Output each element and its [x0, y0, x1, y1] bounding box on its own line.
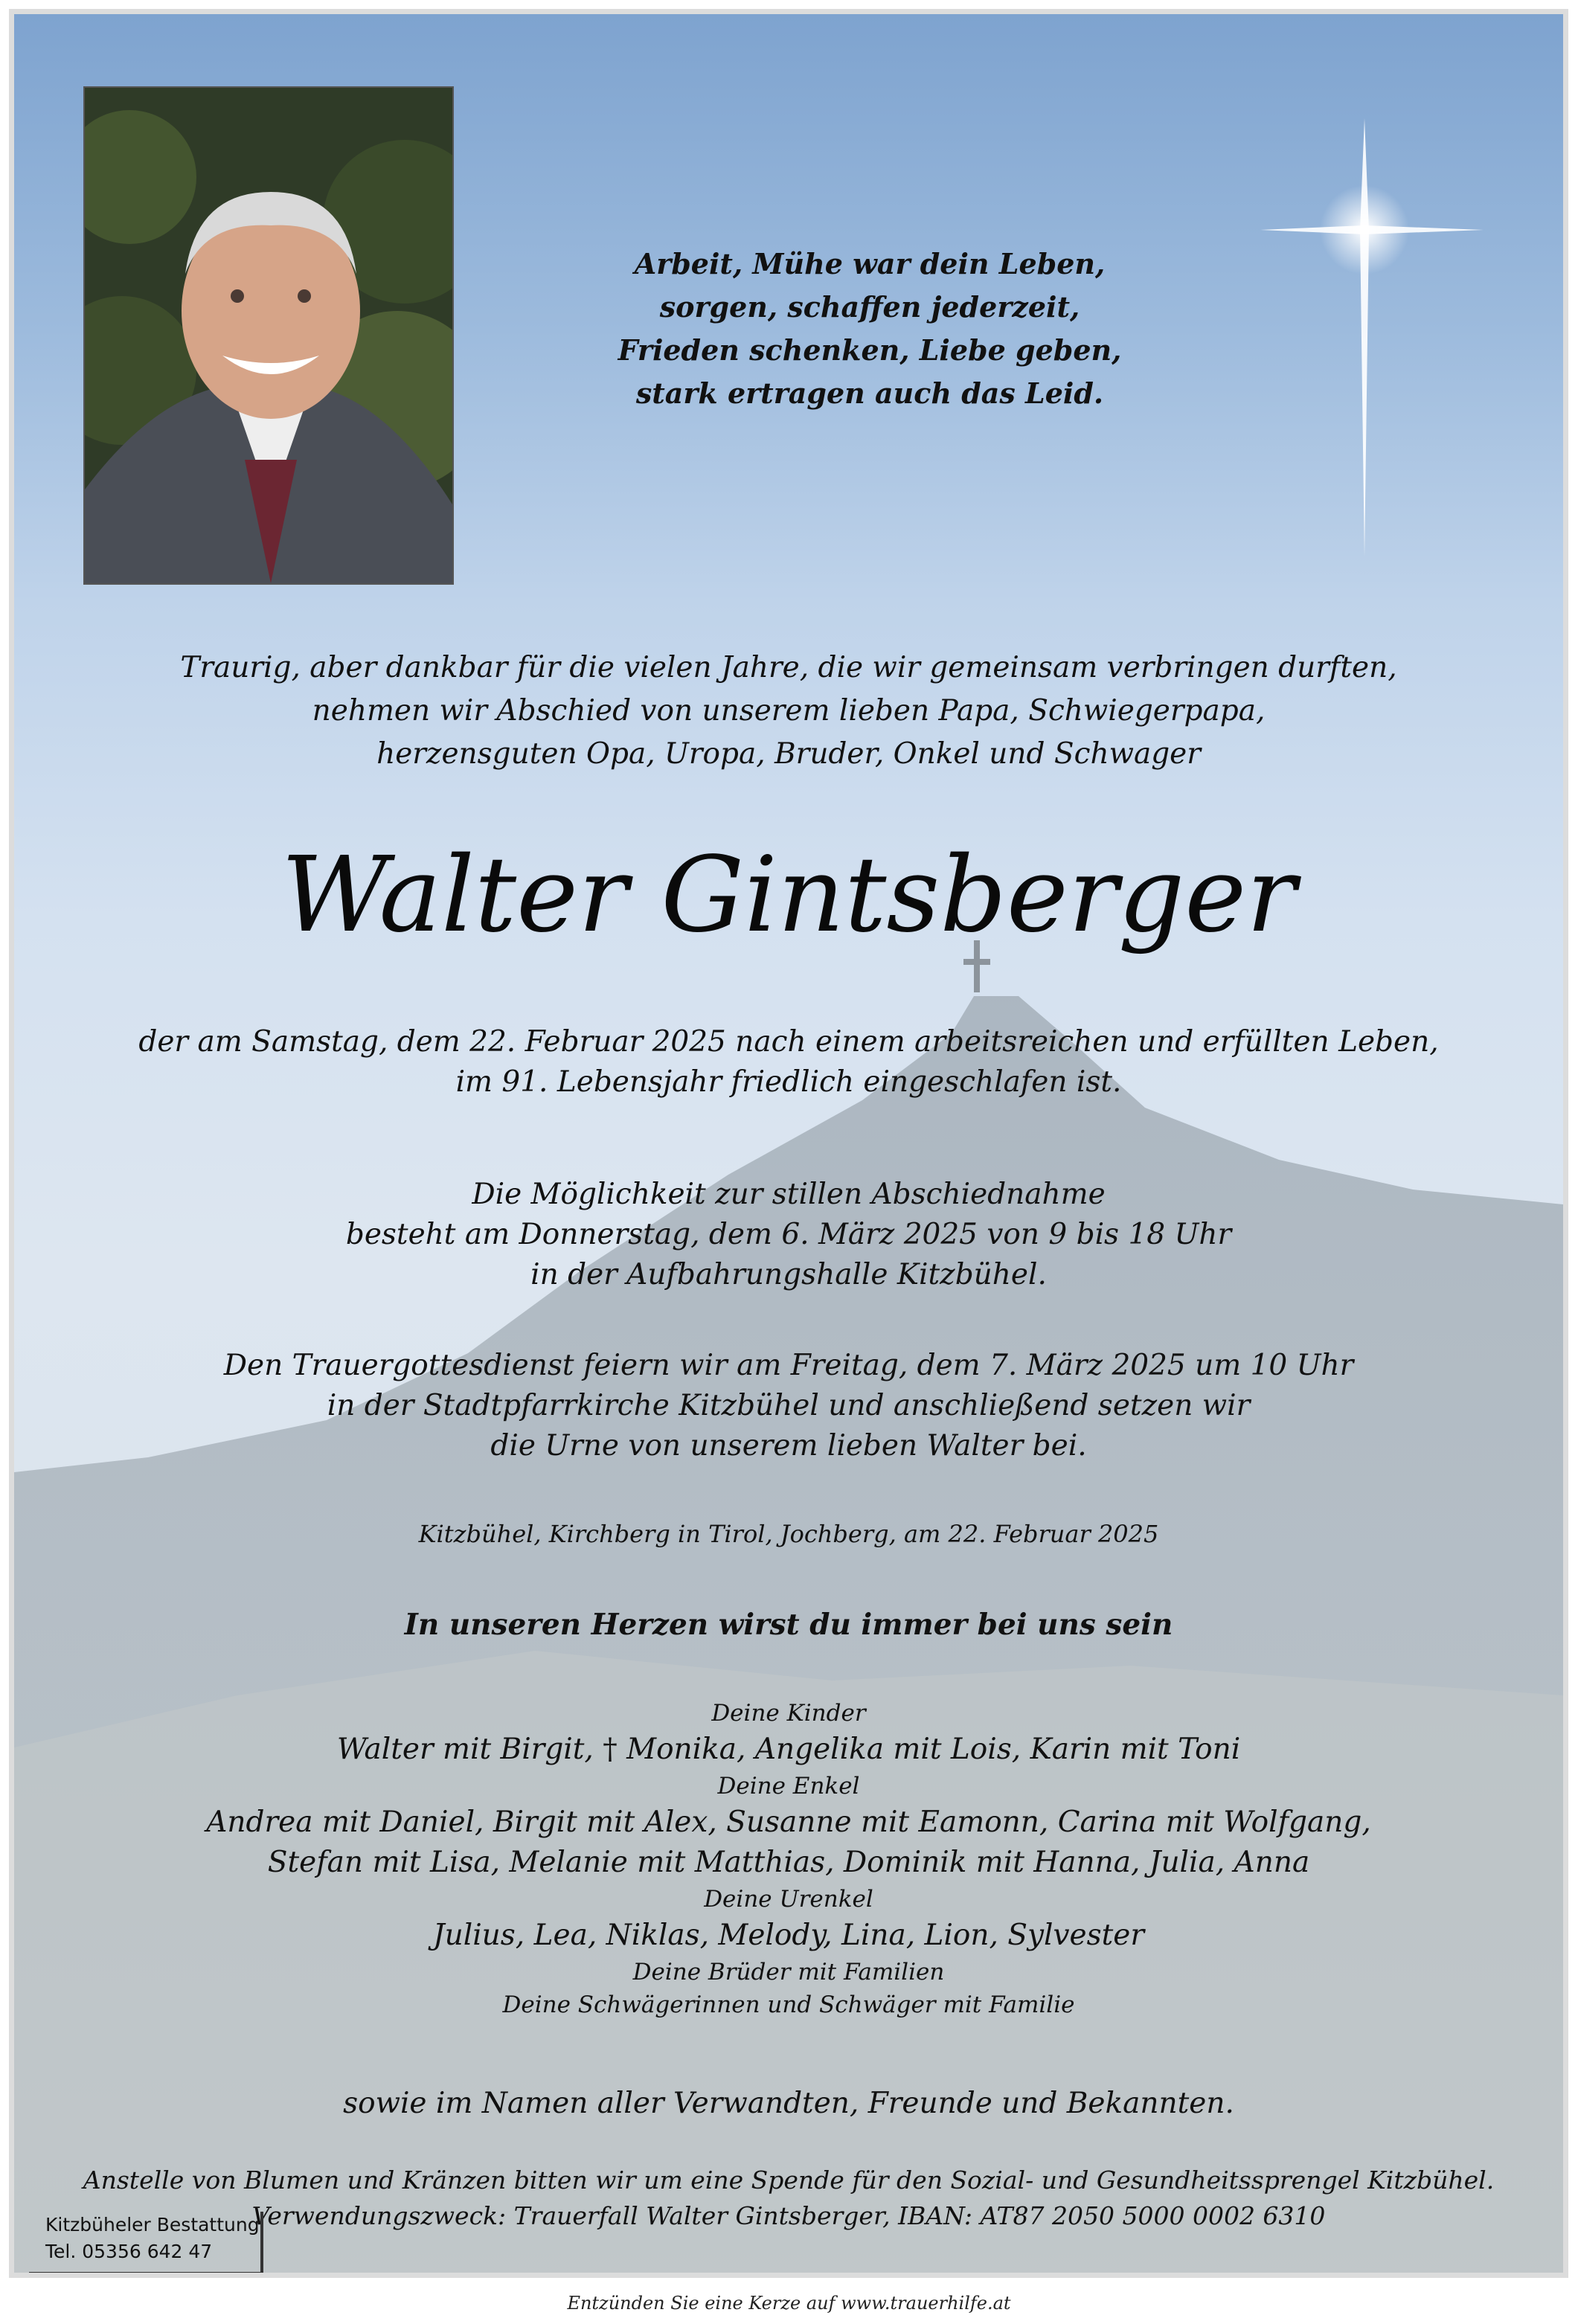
brothers-line: Deine Brüder mit Familien: [632, 1959, 945, 1986]
grandchildren-label: Deine Enkel: [717, 1773, 860, 1800]
star-icon: [1260, 118, 1484, 565]
cross-icon: †: [603, 1733, 618, 1766]
obituary-card: [9, 9, 1568, 2278]
mass-line: in der Stadtpfarrkirche Kitzbühel und anschließend setzen wir: [327, 1389, 1251, 1422]
great-grandchildren-label: Deine Urenkel: [704, 1886, 873, 1913]
funeral-home-phone: Tel. 05356 642 47: [45, 2241, 213, 2262]
in-laws-line: Deine Schwägerinnen und Schwäger mit Familie: [502, 1991, 1075, 2018]
grandchildren-names: Stefan mit Lisa, Melanie mit Matthias, Dominik mit Hanna, Julia, Anna: [267, 1846, 1310, 1879]
funeral-home-stamp: [29, 2212, 263, 2275]
funeral-mass-info: [14, 1346, 1563, 1466]
intro-line: nehmen wir Abschied von unserem lieben Papa, Schwiegerpapa,: [312, 694, 1266, 728]
death-line: im 91. Lebensjahr friedlich eingeschlafen ist.: [455, 1065, 1122, 1099]
family-list: [14, 1697, 1563, 2021]
poem-line: sorgen, schaffen jederzeit,: [659, 290, 1080, 324]
poem: [461, 243, 1279, 415]
viewing-line: in der Aufbahrungshalle Kitzbühel.: [530, 1258, 1047, 1291]
grandchildren-names: Andrea mit Daniel, Birgit mit Alex, Susanne mit Eamonn, Carina mit Wolfgang,: [206, 1805, 1371, 1839]
children-names: [14, 1730, 1563, 1770]
deceased-name: Walter Gintsberger: [280, 835, 1297, 956]
footer-candle-link[interactable]: Entzünden Sie eine Kerze auf www.trauerhilfe.at: [567, 2293, 1011, 2314]
donation-line: Verwendungszweck: Trauerfall Walter Gintsberger, IBAN: AT87 2050 5000 0002 6310: [251, 2201, 1326, 2230]
children-names-b: Monika, Angelika mit Lois, Karin mit Toni: [617, 1733, 1241, 1766]
mass-line: Den Trauergottesdienst feiern wir am Freitag, dem 7. März 2025 um 10 Uhr: [223, 1349, 1354, 1382]
children-names-a: Walter mit Birgit,: [336, 1733, 594, 1766]
intro-line: Traurig, aber dankbar für die vielen Jahre, die wir gemeinsam verbringen durften,: [180, 651, 1397, 684]
death-notice: [14, 1022, 1563, 1102]
mass-line: die Urne von unserem lieben Walter bei.: [490, 1429, 1087, 1463]
intro-text: [14, 646, 1563, 776]
portrait-photo: [83, 86, 454, 585]
viewing-line: Die Möglichkeit zur stillen Abschiednahme: [472, 1178, 1106, 1211]
poem-line: Arbeit, Mühe war dein Leben,: [634, 247, 1106, 280]
closing-line: sowie im Namen aller Verwandten, Freunde und Bekannten.: [343, 2087, 1234, 2120]
children-label: Deine Kinder: [711, 1700, 866, 1727]
poem-line: stark ertragen auch das Leid.: [635, 376, 1104, 410]
viewing-info: [14, 1175, 1563, 1295]
donation-line: Anstelle von Blumen und Kränzen bitten wir um eine Spende für den Sozial- und Gesundheitssprengel Kitzbühel.: [83, 2166, 1495, 2195]
great-grandchildren-names: Julius, Lea, Niklas, Melody, Lina, Lion, Sylvester: [432, 1919, 1145, 1952]
viewing-line: besteht am Donnerstag, dem 6. März 2025 von 9 bis 18 Uhr: [345, 1218, 1232, 1251]
poem-line: Frieden schenken, Liebe geben,: [618, 333, 1122, 367]
heart-line: In unseren Herzen wirst du immer bei uns sein: [404, 1608, 1173, 1642]
death-line: der am Samstag, dem 22. Februar 2025 nach einem arbeitsreichen und erfüllten Leben,: [138, 1025, 1439, 1059]
funeral-home-name: Kitzbüheler Bestattung: [45, 2214, 260, 2235]
place-date: Kitzbühel, Kirchberg in Tirol, Jochberg, am 22. Februar 2025: [418, 1520, 1159, 1548]
intro-line: herzensguten Opa, Uropa, Bruder, Onkel und Schwager: [376, 737, 1201, 771]
